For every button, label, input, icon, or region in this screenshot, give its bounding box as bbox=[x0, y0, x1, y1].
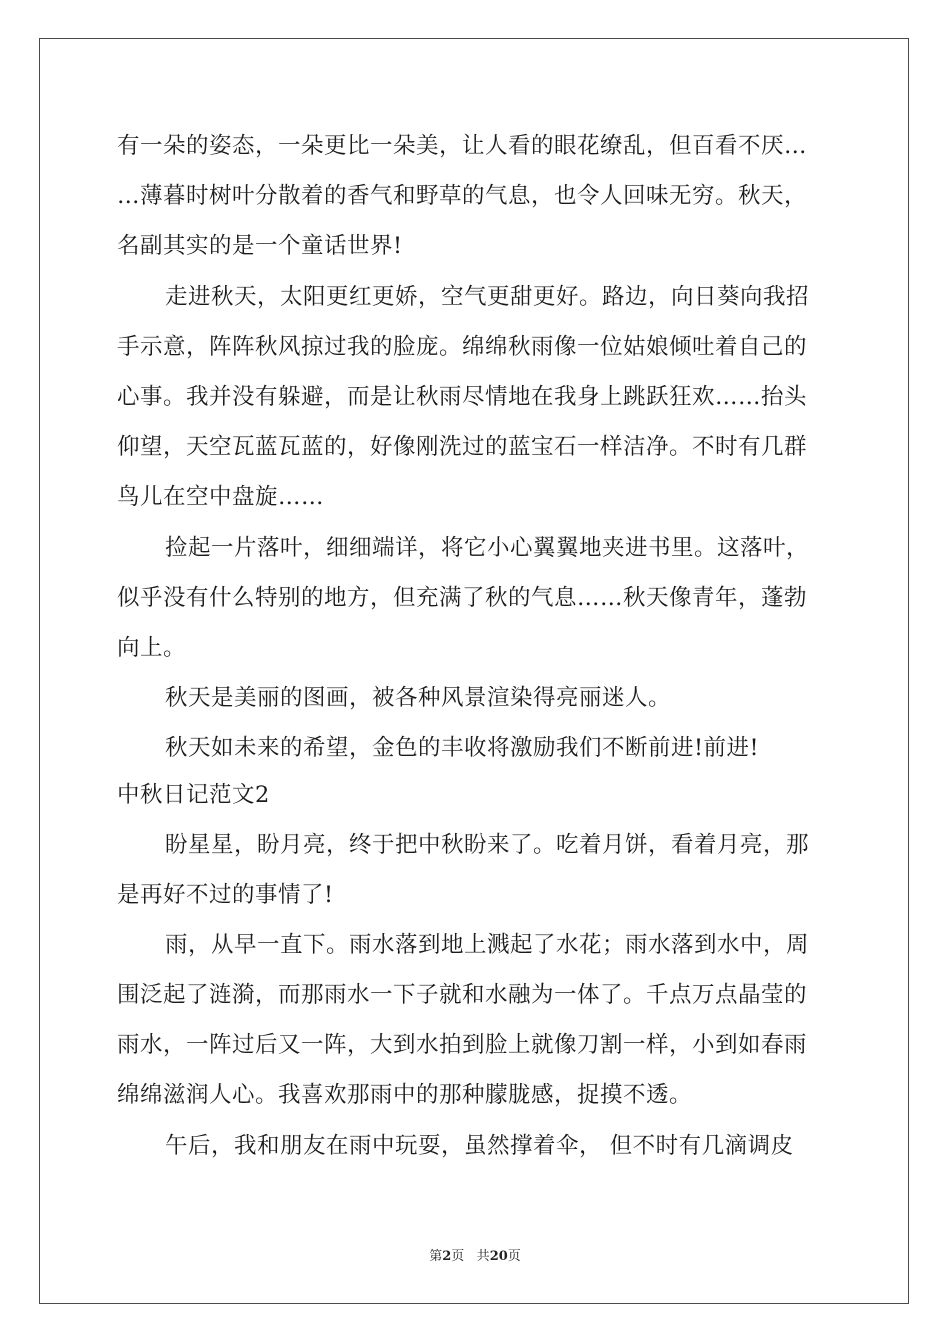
text-line: 走进秋天，太阳更红更娇，空气更甜更好。路边，向日葵向我招 bbox=[165, 284, 810, 310]
text-line: 手示意，阵阵秋风掠过我的脸庞。绵绵秋雨像一位姑娘倾吐着自己的 bbox=[117, 334, 808, 360]
text-line: 秋天如未来的希望，金色的丰收将激励我们不断前进!前进! bbox=[165, 735, 760, 761]
text-line: 是再好不过的事情了! bbox=[117, 882, 334, 908]
text-line: 仰望，天空瓦蓝瓦蓝的，好像刚洗过的蓝宝石一样洁净。不时有几群 bbox=[117, 434, 808, 460]
total-prefix: 共 bbox=[476, 1249, 490, 1264]
page-footer bbox=[0, 1245, 950, 1264]
text-line: 似乎没有什么特别的地方，但充满了秋的气息……秋天像青年，蓬勃 bbox=[117, 585, 808, 611]
text-line: …薄暮时树叶分散着的香气和野草的气息，也令人回味无穷。秋天， bbox=[117, 183, 808, 209]
text-line: 雨，从早一直下。雨水落到地上溅起了水花；雨水落到水中，周 bbox=[165, 932, 810, 958]
text-line: 围泛起了涟漪，而那雨水一下子就和水融为一体了。千点万点晶莹的 bbox=[117, 982, 808, 1008]
page-border bbox=[39, 38, 909, 1304]
text-line: 绵绵滋润人心。我喜欢那雨中的那种朦胧感，捉摸不透。 bbox=[117, 1082, 693, 1108]
page-number: 2 bbox=[442, 1249, 452, 1264]
section-heading: 中秋日记范文2 bbox=[117, 782, 270, 808]
text-line: 午后，我和朋友在雨中玩耍，虽然撑着伞， 但不时有几滴调皮 bbox=[165, 1133, 794, 1159]
text-line: 雨水，一阵过后又一阵，大到水拍到脸上就像刀割一样，小到如春雨 bbox=[117, 1032, 808, 1058]
text-line: 盼星星，盼月亮，终于把中秋盼来了。吃着月饼，看着月亮，那 bbox=[165, 832, 810, 858]
page-suffix: 页 bbox=[451, 1249, 465, 1264]
text-line: 有一朵的姿态，一朵更比一朵美，让人看的眼花缭乱，但百看不厌… bbox=[117, 133, 808, 159]
total-pages: 20 bbox=[489, 1249, 508, 1264]
text-line: 向上。 bbox=[117, 635, 187, 661]
total-suffix: 页 bbox=[507, 1249, 521, 1264]
text-line: 捡起一片落叶，细细端详，将它小心翼翼地夹进书里。这落叶， bbox=[165, 535, 810, 561]
text-line: 秋天是美丽的图画，被各种风景渲染得亮丽迷人。 bbox=[165, 685, 672, 711]
text-line: 鸟儿在空中盘旋…… bbox=[117, 484, 325, 510]
text-line: 名副其实的是一个童话世界! bbox=[117, 233, 403, 259]
text-line: 心事。我并没有躲避，而是让秋雨尽情地在我身上跳跃狂欢……抬头 bbox=[117, 384, 808, 410]
page-prefix: 第 bbox=[429, 1249, 443, 1264]
